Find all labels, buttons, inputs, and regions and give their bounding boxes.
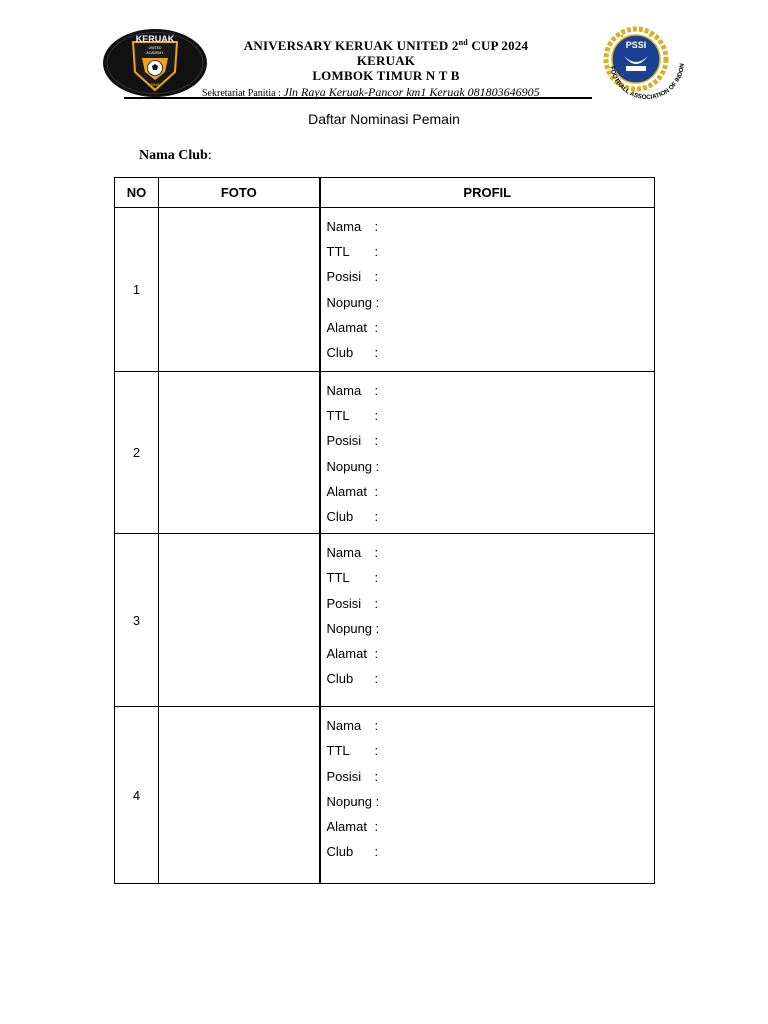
header-title-line3: LOMBOK TIMUR N T B [312, 68, 460, 83]
profile-field[interactable] [327, 432, 655, 457]
document-title: Daftar Nominasi Pemain [308, 111, 460, 127]
profile-field-colon: : [375, 294, 380, 310]
profile-field-label: TTL [326, 743, 350, 759]
profile-field[interactable] [327, 243, 655, 268]
profile-field-colon: : [374, 718, 379, 734]
profile-field-label: Nopung [326, 793, 373, 809]
profile-field-label: Alamat [326, 483, 367, 499]
profile-field-label: TTL [326, 570, 350, 586]
svg-text:ACADEMY: ACADEMY [146, 51, 164, 55]
profile-field-label: Nopung [326, 620, 373, 636]
profile-field[interactable] [327, 768, 655, 793]
profile-field-colon: : [374, 433, 379, 449]
profile-field[interactable] [327, 407, 655, 432]
profile-field[interactable] [327, 382, 655, 407]
profile-field[interactable] [327, 483, 655, 508]
table-row [115, 372, 655, 534]
club-name-label: Nama Club [139, 148, 208, 163]
profile-field-label: Club [326, 844, 354, 860]
profile-field-label: Posisi [326, 768, 362, 784]
header-title-line2: KERUAK [356, 53, 416, 68]
logo-left-title: KERUAK [135, 34, 175, 44]
profile-field-colon: : [374, 344, 379, 360]
profile-field-colon: : [374, 844, 379, 860]
row-number: 2 [115, 372, 159, 534]
profile-field-colon: : [375, 458, 380, 474]
profile-field[interactable] [327, 319, 655, 344]
profile-field[interactable] [327, 793, 655, 818]
club-name-line: Nama Club: [139, 148, 212, 163]
header-no: NO [115, 178, 159, 208]
profile-field-label: Club [326, 671, 354, 687]
photo-cell[interactable] [159, 208, 320, 372]
profile-field-label: Posisi [326, 433, 362, 449]
profile-cell [320, 707, 655, 884]
profile-field-label: TTL [326, 408, 350, 424]
profile-field-label: Club [326, 508, 354, 524]
photo-cell[interactable] [159, 707, 320, 884]
secretariat-address: Sekretariat Panitia : Jln Raya Keruak-Pancor km1 Keruak 081803646905 [202, 85, 540, 99]
profile-field-colon: : [374, 671, 379, 687]
profile-field-colon: : [374, 319, 379, 335]
profile-field-colon: : [374, 408, 379, 424]
profile-field-colon: : [374, 768, 379, 784]
profile-field-label: TTL [326, 244, 350, 260]
profile-field[interactable] [327, 742, 655, 767]
svg-text:FOOTBALL ASSOCIATION OF INDONE: FOOTBALL ASSOCIATION OF INDON [608, 63, 687, 102]
profile-field-colon: : [374, 508, 379, 524]
profile-field-label: Nama [326, 219, 362, 234]
row-number: 1 [115, 208, 159, 372]
svg-text:UNITED: UNITED [148, 46, 162, 50]
profile-field[interactable] [327, 717, 655, 742]
profile-field-colon: : [374, 743, 379, 759]
profile-field-colon: : [374, 595, 379, 611]
profile-field-label: Alamat [326, 645, 367, 661]
header-title-block [200, 38, 572, 83]
profile-field-colon: : [374, 483, 379, 499]
profile-field[interactable] [327, 218, 655, 243]
profile-field-label: Nama [326, 718, 362, 734]
table-row [115, 534, 655, 707]
row-number: 4 [115, 707, 159, 884]
row-number: 3 [115, 534, 159, 707]
profile-field-label: Nama [326, 383, 362, 398]
profile-field[interactable] [327, 645, 655, 670]
profile-field[interactable] [327, 294, 655, 319]
nomination-table [114, 177, 655, 884]
profile-field[interactable] [327, 670, 655, 695]
header-title-line1: ANIVERSARY KERUAK UNITED 2nd CUP 2024 [243, 38, 529, 53]
profile-cell [320, 372, 655, 534]
profile-field[interactable] [327, 544, 655, 569]
photo-cell[interactable] [159, 534, 320, 707]
profile-field[interactable] [327, 458, 655, 483]
profile-field-label: Nama [326, 545, 362, 561]
profile-field-colon: : [374, 269, 379, 285]
profile-field-colon: : [374, 645, 379, 661]
svg-text:2019: 2019 [150, 82, 160, 87]
table-header-row [115, 178, 655, 208]
profile-field[interactable] [327, 620, 655, 645]
profile-field-label: Nopung [326, 458, 373, 474]
profile-field[interactable] [327, 818, 655, 843]
profile-field[interactable] [327, 268, 655, 293]
profile-field-label: Nopung [326, 294, 373, 310]
profile-field-colon: : [374, 383, 379, 398]
profile-field-colon: : [374, 570, 379, 586]
profile-field-colon: : [374, 244, 379, 260]
profile-cell [320, 534, 655, 707]
table-row [115, 707, 655, 884]
header-divider [124, 97, 592, 99]
table-row [115, 208, 655, 372]
profile-field-colon: : [375, 620, 380, 636]
header-foto: FOTO [159, 178, 320, 208]
profile-field[interactable] [327, 843, 655, 868]
pssi-logo [596, 26, 698, 102]
profile-field-colon: : [374, 219, 379, 234]
photo-cell[interactable] [159, 372, 320, 534]
svg-text:PSSI: PSSI [625, 40, 647, 50]
profile-field-label: Posisi [326, 595, 362, 611]
profile-field-label: Alamat [326, 319, 367, 335]
profile-field-colon: : [374, 818, 379, 834]
keruak-united-logo [102, 28, 208, 98]
profile-field-label: Alamat [326, 818, 367, 834]
profile-field-colon: : [374, 545, 379, 561]
profile-field[interactable] [327, 508, 655, 533]
profile-field[interactable] [327, 344, 655, 369]
profile-field-colon: : [375, 793, 380, 809]
profile-field-label: Club [326, 344, 354, 360]
profile-cell [320, 208, 655, 372]
profile-field[interactable] [327, 569, 655, 594]
profile-field-label: Posisi [326, 269, 362, 285]
header-profil: PROFIL [320, 178, 655, 208]
profile-field[interactable] [327, 595, 655, 620]
